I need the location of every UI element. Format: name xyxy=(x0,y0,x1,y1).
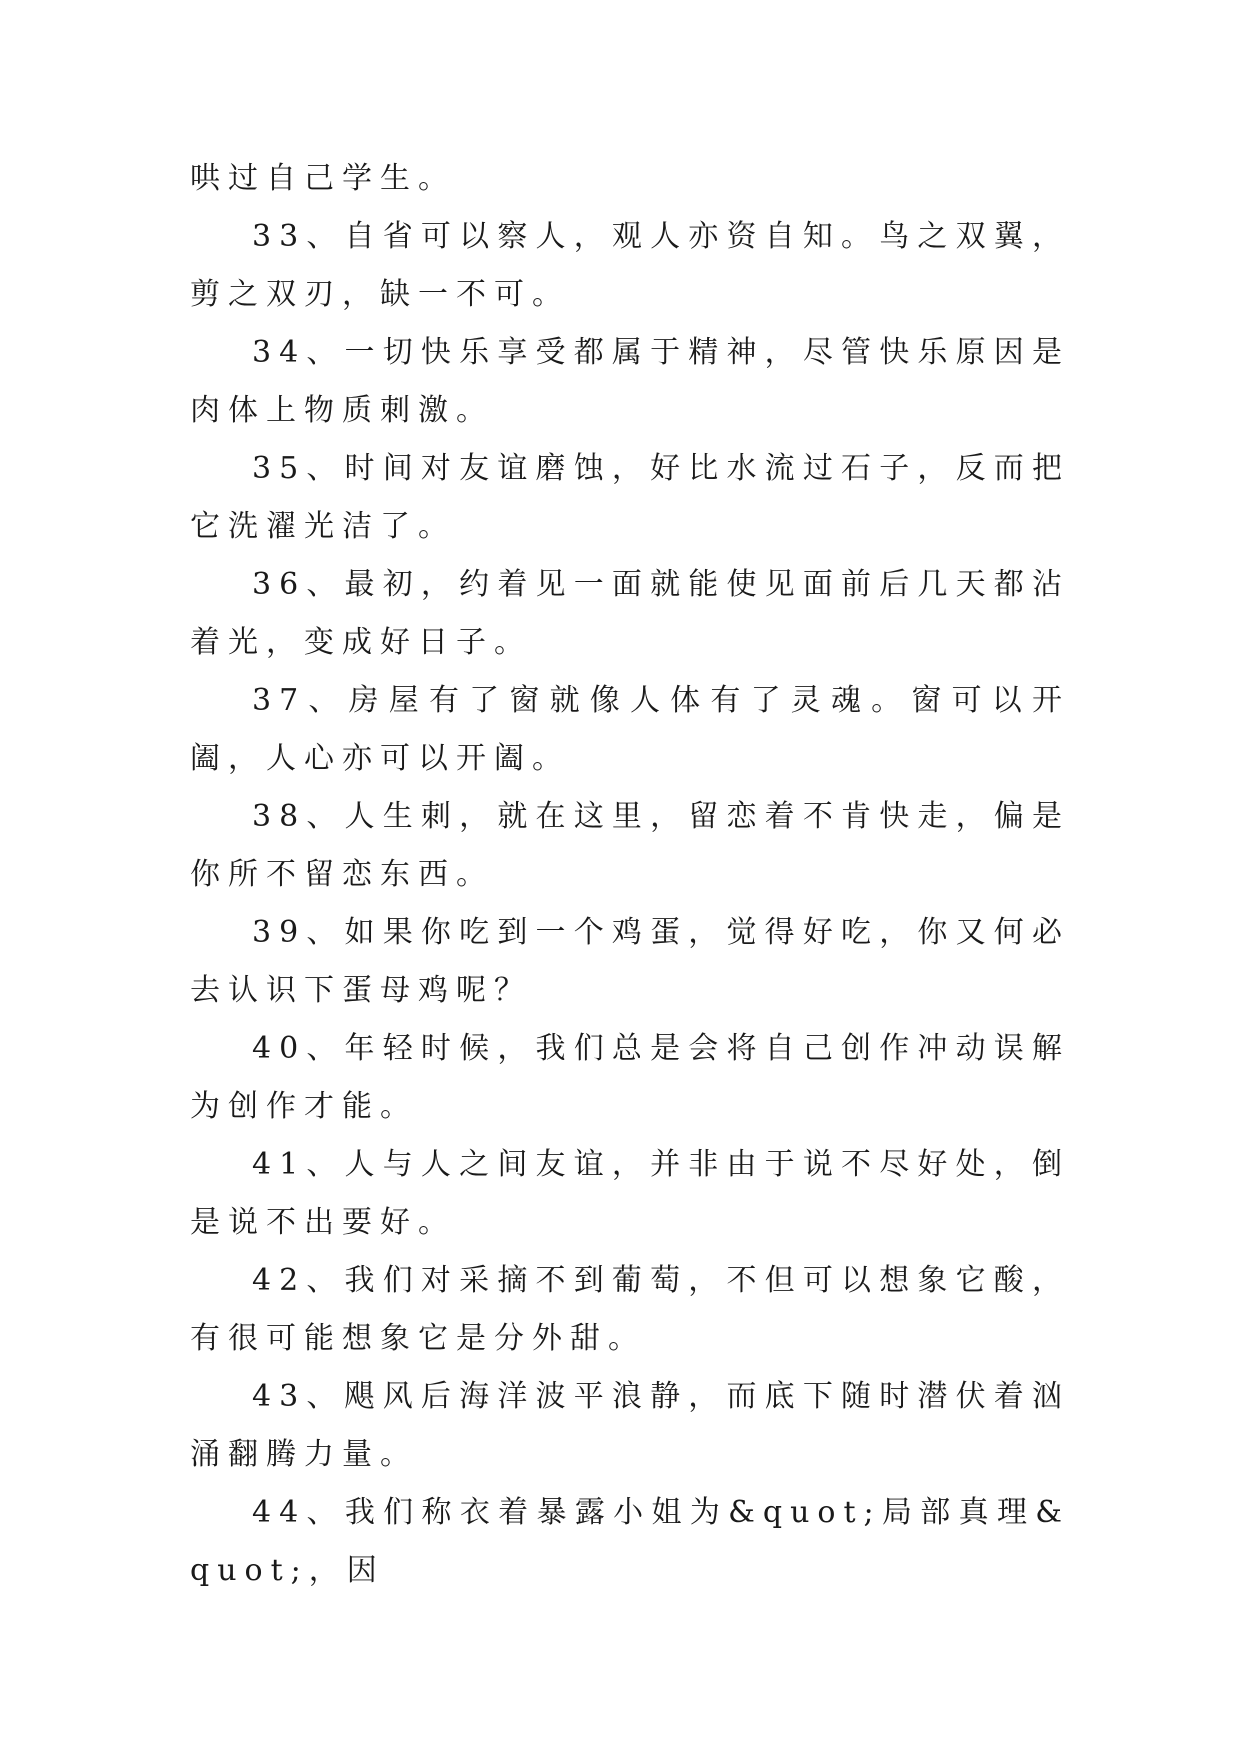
paragraph-41: 41、人与人之间友谊，并非由于说不尽好处，倒是说不出要好。 xyxy=(190,1147,1070,1240)
paragraph-34: 34、一切快乐享受都属于精神，尽管快乐原因是肉体上物质刺激。 xyxy=(190,335,1070,428)
paragraph-continuation: 哄过自己学生。 xyxy=(190,161,456,196)
paragraph-33: 33、自省可以察人，观人亦资自知。鸟之双翼，剪之双刃，缺一不可。 xyxy=(190,219,1070,312)
paragraph-44: 44、我们称衣着暴露小姐为&quot;局部真理&quot;，因 xyxy=(190,1495,1070,1588)
paragraph-37: 37、房屋有了窗就像人体有了灵魂。窗可以开阖，人心亦可以开阖。 xyxy=(190,683,1070,776)
text-body xyxy=(190,150,1070,1600)
paragraph-36: 36、最初，约着见一面就能使见面前后几天都沾着光，变成好日子。 xyxy=(190,567,1070,660)
paragraph-35: 35、时间对友谊磨蚀，好比水流过石子，反而把它洗濯光洁了。 xyxy=(190,451,1070,544)
paragraph-43: 43、飓风后海洋波平浪静，而底下随时潜伏着汹涌翻腾力量。 xyxy=(190,1379,1070,1472)
paragraph-40: 40、年轻时候，我们总是会将自己创作冲动误解为创作才能。 xyxy=(190,1031,1070,1124)
paragraph-39: 39、如果你吃到一个鸡蛋，觉得好吃，你又何必去认识下蛋母鸡呢？ xyxy=(190,915,1070,1008)
paragraph-38: 38、人生刺，就在这里，留恋着不肯快走，偏是你所不留恋东西。 xyxy=(190,799,1070,892)
paragraph-42: 42、我们对采摘不到葡萄，不但可以想象它酸，有很可能想象它是分外甜。 xyxy=(190,1263,1070,1356)
